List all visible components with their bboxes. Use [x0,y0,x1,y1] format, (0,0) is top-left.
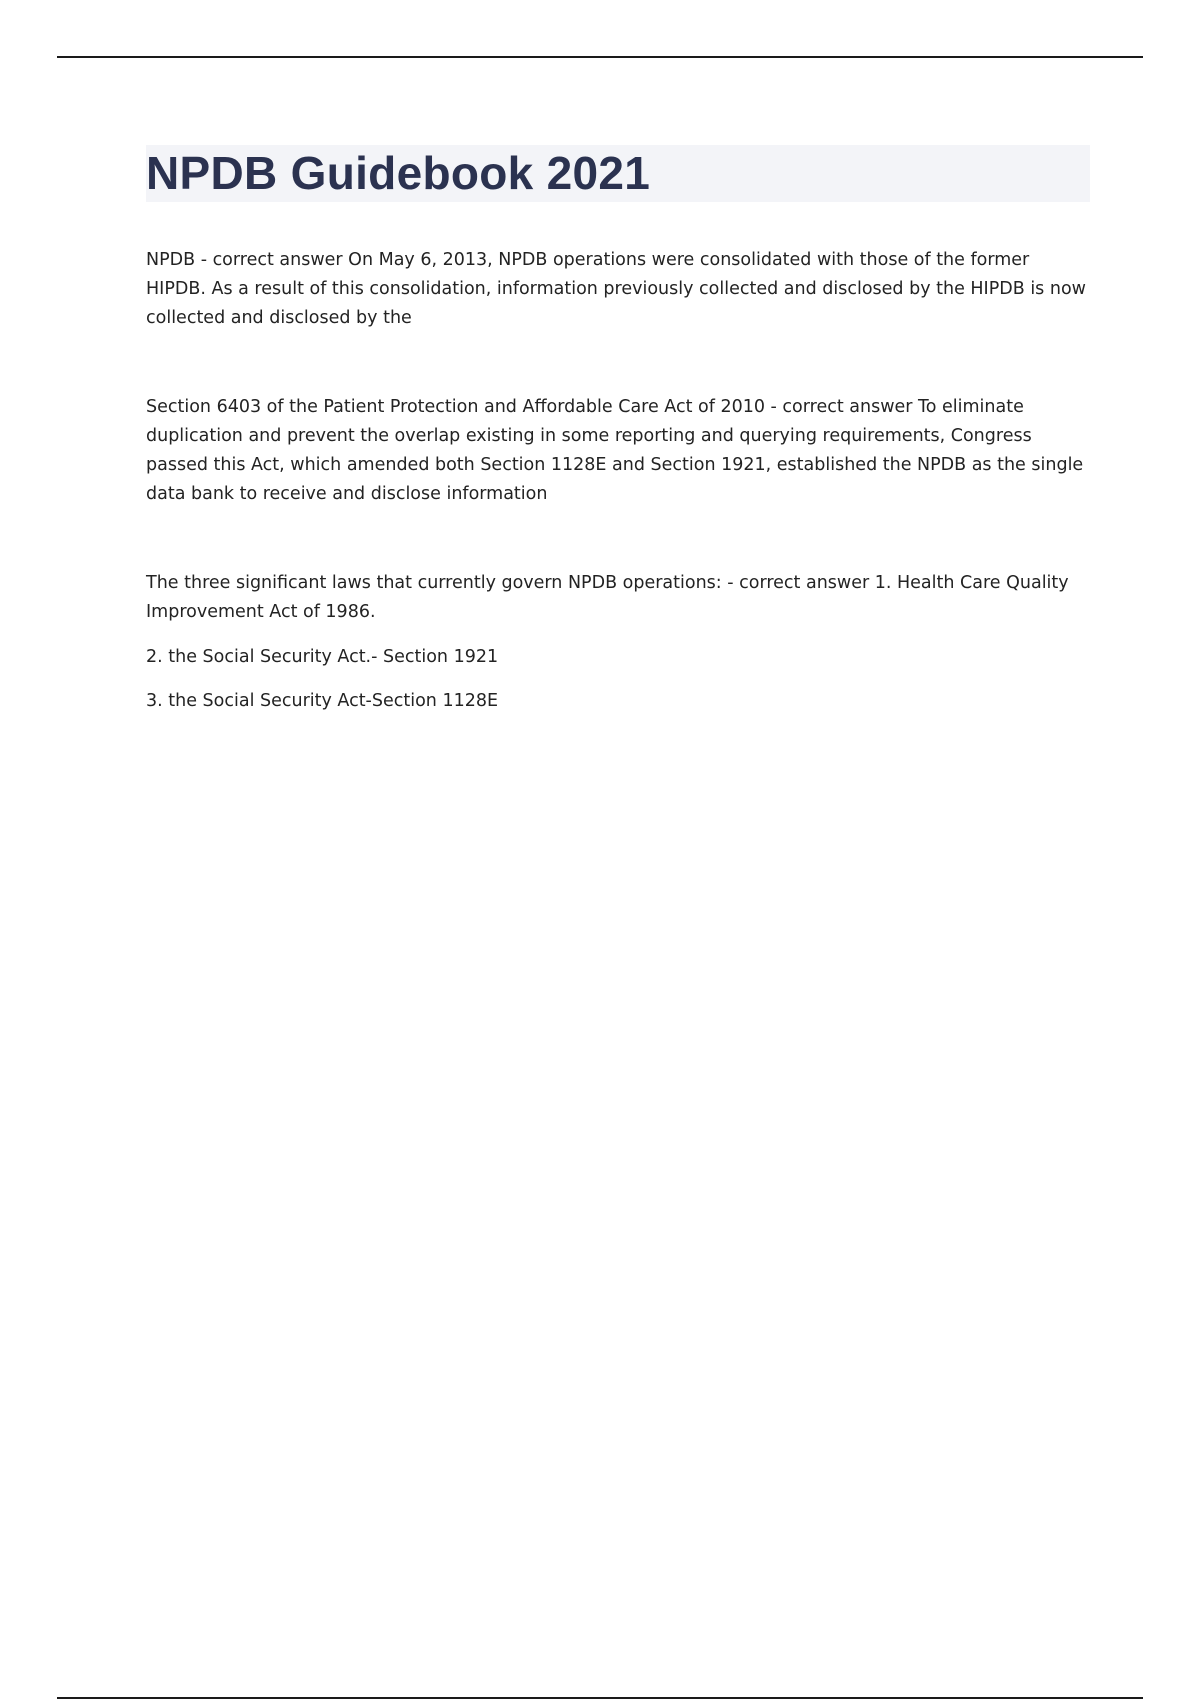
list-item: 2. the Social Security Act.- Section 1921 [146,647,499,667]
qa-entry-three-laws: The three significant laws that currently govern NPDB operations: - correct answer 1. Health Care Quality Improvement Act of 1986. [146,573,1069,622]
title-band [146,145,1090,202]
qa-entry-npdb: NPDB - correct answer On May 6, 2013, NPDB operations were consolidated with those of the former HIPDB. As a result of this consolidation, information previously collected and disclosed by the HIPDB is now collected and disclosed by the [146,250,1086,328]
qa-entry-section-6403: Section 6403 of the Patient Protection and Affordable Care Act of 2010 - correct answer To eliminate duplication and prevent the overlap existing in some reporting and querying requirements, Congress passed this Act, which amended both Section 1128E and Section 1921, established the NPDB as the single data bank to receive and disclose information [146,397,1084,504]
document-body [146,145,1090,716]
list-item: 3. the Social Security Act-Section 1128E [146,691,499,711]
bottom-divider [57,1697,1143,1699]
document-title: NPDB Guidebook 2021 [146,147,651,199]
top-divider [57,56,1143,58]
